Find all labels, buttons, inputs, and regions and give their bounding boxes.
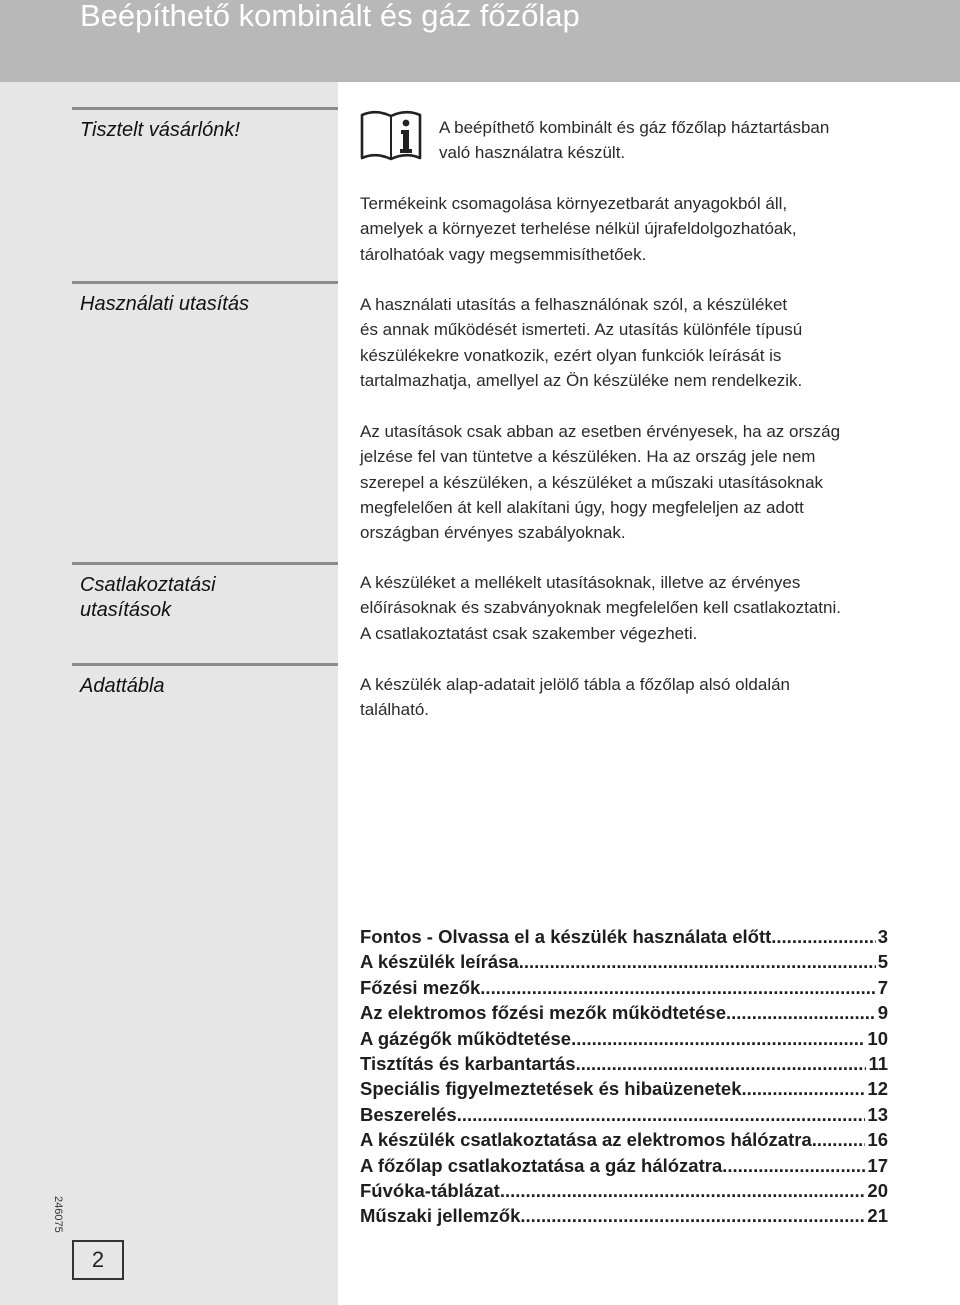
toc-entry-page: 13 bbox=[867, 1103, 888, 1125]
document-code: 246075 bbox=[52, 1196, 64, 1233]
section-label-connection bbox=[72, 562, 338, 623]
toc-entry-page: 12 bbox=[867, 1078, 888, 1100]
toc-entry-title: Műszaki jellemzők bbox=[360, 1205, 521, 1227]
toc-leader bbox=[576, 1051, 867, 1076]
toc-entry[interactable] bbox=[360, 1127, 888, 1152]
packaging-paragraph bbox=[360, 191, 920, 267]
toc-entry[interactable] bbox=[360, 924, 888, 949]
text-line: A csatlakoztatást csak szakember végezheti. bbox=[360, 623, 698, 643]
page-title: Beépíthető kombinált és gáz főzőlap bbox=[80, 0, 580, 33]
toc-entry-page: 3 bbox=[877, 926, 888, 947]
rating-plate-paragraph bbox=[360, 672, 920, 723]
toc-leader bbox=[571, 1026, 865, 1051]
toc-leader bbox=[520, 1203, 865, 1228]
toc-entry-title: A készülék csatlakoztatása az elektromos hálózatra bbox=[360, 1129, 812, 1151]
text-line: jelzése fel van tüntetve a készüléken. Ha az ország jele nem bbox=[360, 447, 816, 467]
text-line: tartalmazhatja, amellyel az Ön készüléke nem rendelkezik. bbox=[360, 370, 803, 390]
text-line: Termékeink csomagolása környezetbarát anyagokból áll, bbox=[360, 194, 788, 213]
toc-entry[interactable] bbox=[360, 1076, 888, 1101]
text-line: tárolhatóak vagy megsemmisíthetőek. bbox=[360, 244, 647, 264]
section-label-line: Használati utasítás bbox=[80, 293, 249, 315]
text-line: való használatra készült. bbox=[439, 143, 626, 163]
connection-paragraph bbox=[360, 570, 920, 646]
intro-paragraph bbox=[439, 115, 919, 166]
manual-paragraph bbox=[360, 292, 920, 393]
text-line: amelyek a környezet terhelése nélkül újrafeldolgozhatóak, bbox=[360, 219, 797, 239]
page-header bbox=[0, 0, 960, 82]
toc-leader bbox=[812, 1127, 866, 1152]
toc-entry-page: 9 bbox=[877, 1002, 888, 1024]
text-line: országban érvényes szabályoknak. bbox=[360, 523, 626, 543]
text-line: A készülék alap-adatait jelölő tábla a főzőlap alsó oldalán bbox=[360, 675, 791, 694]
toc-entry-title: A készülék leírása bbox=[360, 951, 519, 973]
toc-leader bbox=[500, 1178, 866, 1203]
toc-entry[interactable] bbox=[360, 1026, 888, 1051]
toc-entry-page: 17 bbox=[867, 1154, 888, 1176]
toc-leader bbox=[519, 949, 876, 974]
text-line: található. bbox=[360, 700, 429, 720]
toc-entry-title: Főzési mezők bbox=[360, 976, 481, 998]
toc-entry[interactable] bbox=[360, 1051, 888, 1076]
toc-entry[interactable] bbox=[360, 1153, 888, 1178]
toc-entry-title: A főzőlap csatlakoztatása a gáz hálózatra bbox=[360, 1154, 723, 1176]
text-line: készülékekre vonatkozik, ezért olyan funkciók leírását is bbox=[360, 345, 782, 365]
section-label-line: Adattábla bbox=[80, 675, 165, 697]
text-line: A beépíthető kombinált és gáz főzőlap háztartásban bbox=[439, 118, 830, 137]
toc-entry-title: A gázégők működtetése bbox=[360, 1027, 572, 1049]
text-line: A készüléket a mellékelt utasításoknak, illetve az érvényes bbox=[360, 573, 801, 592]
text-line: Az utasítások csak abban az esetben érvényesek, ha az ország bbox=[360, 422, 841, 441]
toc-entry-title: Fontos - Olvassa el a készülék használata előtt bbox=[360, 926, 772, 947]
text-line: szerepel a készüléken, a készüléket a műszaki utasításoknak bbox=[360, 472, 824, 492]
toc-entry[interactable] bbox=[360, 975, 888, 1000]
toc-entry-title: Speciális figyelmeztetések és hibaüzenetek bbox=[360, 1078, 742, 1100]
country-paragraph bbox=[360, 419, 920, 545]
toc-entry-page: 5 bbox=[877, 951, 888, 973]
toc-entry-page: 16 bbox=[867, 1129, 888, 1151]
toc-entry[interactable] bbox=[360, 1102, 888, 1127]
text-line: A használati utasítás a felhasználónak szól, a készüléket bbox=[360, 295, 788, 314]
toc-entry[interactable] bbox=[360, 1000, 888, 1025]
text-line: megfelelően át kell alakítani úgy, hogy megfeleljen az adott bbox=[360, 497, 804, 517]
toc-leader bbox=[726, 1000, 876, 1025]
toc-entry[interactable] bbox=[360, 949, 888, 974]
toc-leader bbox=[480, 975, 875, 1000]
section-label-line: utasítások bbox=[80, 599, 172, 621]
page-number: 2 bbox=[72, 1240, 124, 1280]
toc-entry[interactable] bbox=[360, 1203, 888, 1228]
toc-entry-page: 11 bbox=[868, 1052, 888, 1074]
toc-entry[interactable] bbox=[360, 1178, 888, 1203]
toc-entry-title: Fúvóka-táblázat bbox=[360, 1179, 500, 1201]
section-label-manual bbox=[72, 281, 338, 317]
section-label-line: Tisztelt vásárlónk! bbox=[80, 119, 240, 141]
toc-entry-title: Az elektromos főzési mezők működtetése bbox=[360, 1002, 726, 1024]
toc-leader bbox=[722, 1153, 865, 1178]
toc-leader bbox=[741, 1076, 865, 1101]
toc-entry-title: Tisztítás és karbantartás bbox=[360, 1052, 576, 1074]
toc-leader bbox=[457, 1102, 866, 1127]
text-line: előírásoknak és szabványoknak megfelelően kell csatlakoztatni. bbox=[360, 598, 841, 618]
toc-entry-page: 21 bbox=[867, 1205, 888, 1227]
table-of-contents bbox=[360, 924, 888, 1229]
toc-leader bbox=[771, 924, 875, 949]
toc-entry-page: 10 bbox=[867, 1027, 888, 1049]
toc-entry-title: Beszerelés bbox=[360, 1103, 457, 1125]
toc-entry-page: 7 bbox=[877, 976, 888, 998]
section-label-greeting bbox=[72, 107, 338, 143]
text-line: és annak működését ismerteti. Az utasítás különféle típusú bbox=[360, 320, 803, 340]
section-label-rating-plate bbox=[72, 663, 338, 699]
toc-entry-page: 20 bbox=[867, 1179, 888, 1201]
info-book-icon bbox=[359, 108, 423, 162]
section-label-line: Csatlakoztatási bbox=[80, 574, 216, 596]
